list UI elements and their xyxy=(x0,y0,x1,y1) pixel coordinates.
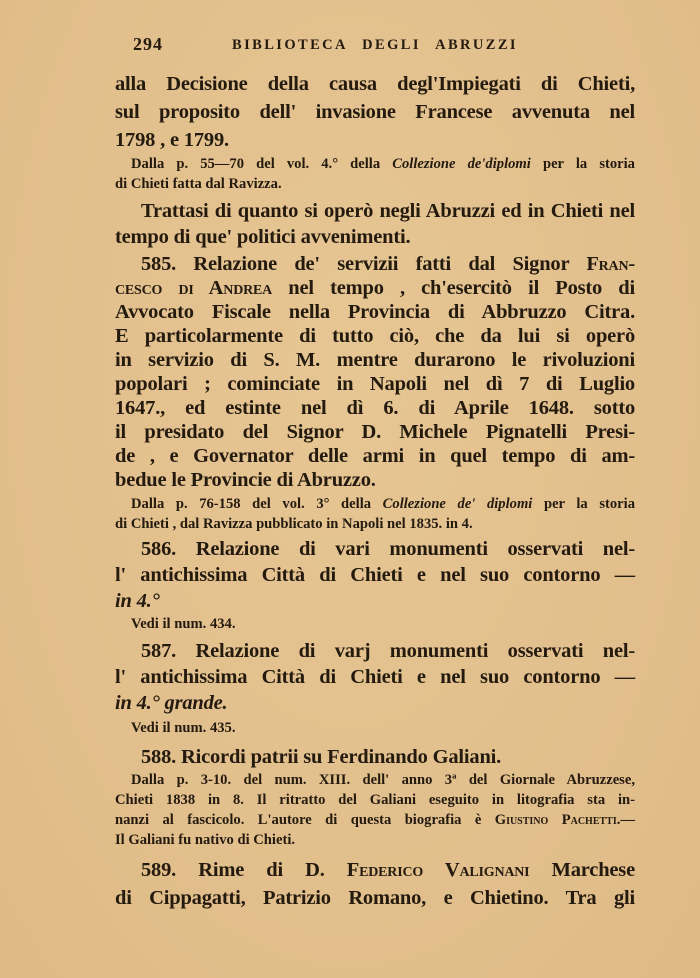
small-caps-name: Federico Valignani xyxy=(346,859,530,881)
text-line: l' antichissima Città di Chieti e nel suo contorno — xyxy=(115,564,635,586)
text-line: Vedi il num. 434. xyxy=(131,616,236,632)
block-vediA xyxy=(115,614,635,634)
small-caps-name: Giustino Pachetti xyxy=(494,812,617,828)
running-head xyxy=(115,34,635,58)
page-number: 294 xyxy=(133,34,163,54)
text-line xyxy=(115,588,635,614)
italic-text: in 4.° grande. xyxy=(115,692,228,714)
block-vediB xyxy=(115,718,635,738)
block-e585 xyxy=(115,252,635,492)
block-e589 xyxy=(115,856,635,912)
text-blocks xyxy=(115,70,635,912)
text-line: Avvocato Fiscale nella Provincia di Abbruzzo Citra. xyxy=(115,301,635,323)
text-line: Trattasi di quanto si operò negli Abruzzi ed in Chieti nel xyxy=(141,200,635,222)
text-line: 589. Rime di D. Federico Valignani Marchese xyxy=(141,859,635,881)
block-paraB xyxy=(115,198,635,250)
text-column xyxy=(115,34,635,912)
text-line: di Cippagatti, Patrizio Romano, e Chietino. Tra gli xyxy=(115,887,635,909)
block-noteA xyxy=(115,154,635,194)
text-line: di Chieti , dal Ravizza pubblicato in Napoli nel 1835. in 4. xyxy=(115,516,473,532)
italic-text: Collezione de' diplomi xyxy=(382,496,533,512)
block-e586 xyxy=(115,536,635,614)
block-e587 xyxy=(115,638,635,716)
small-caps-name: cesco di Andrea xyxy=(115,277,273,299)
text-line: di Chieti fatta dal Ravizza. xyxy=(115,176,282,192)
text-line: 1647., ed estinte nel dì 6. di Aprile 1648. sotto xyxy=(115,397,635,419)
text-line: 585. Relazione de' servizii fatti dal Signor Fran- xyxy=(141,253,635,275)
text-line: Vedi il num. 435. xyxy=(131,720,236,736)
block-noteC xyxy=(115,494,635,534)
italic-text: in 4.° xyxy=(115,590,160,612)
text-line: tempo di que' politici avvenimenti. xyxy=(115,226,411,248)
text-line: popolari ; cominciate in Napoli nel dì 7 di Luglio xyxy=(115,373,635,395)
text-line: cesco di Andrea nel tempo , ch'esercitò il Posto di xyxy=(115,277,636,299)
text-line: de , e Governator delle armi in quel tempo di am- xyxy=(115,445,635,467)
text-line: l' antichissima Città di Chieti e nel suo contorno — xyxy=(115,666,635,688)
text-line: 588. Ricordi patrii su Ferdinando Galiani. xyxy=(141,746,502,768)
text-line: Dalla p. 55—70 del vol. 4.° della Collezione de'diplomi per la storia xyxy=(131,156,635,172)
text-line: sul proposito dell' invasione Francese avvenuta nel xyxy=(115,101,635,123)
text-line: bedue le Provincie di Abruzzo. xyxy=(115,469,376,491)
text-line: Il Galiani fu nativo di Chieti. xyxy=(115,832,296,848)
small-caps-name: Fran- xyxy=(586,253,635,275)
italic-text: Collezione de'diplomi xyxy=(392,156,531,172)
text-line: nanzi al fascicolo. L'autore di questa biografia è Giustino Pachetti.— xyxy=(115,812,635,828)
block-noteD xyxy=(115,770,635,850)
text-line xyxy=(115,690,635,716)
text-line: Dalla p. 3-10. del num. XIII. dell' anno 3ª del Giornale Abruzzese, xyxy=(131,772,635,788)
block-intro xyxy=(115,70,635,154)
text-line: in servizio di S. M. mentre durarono le rivoluzioni xyxy=(115,349,635,371)
text-line: il presidato del Signor D. Michele Pignatelli Presi- xyxy=(115,421,635,443)
text-line: alla Decisione della causa degl'Impiegati di Chieti, xyxy=(115,73,635,95)
text-line: E particolarmente di tutto ciò, che da lui si operò xyxy=(115,325,635,347)
text-line: Dalla p. 76-158 del vol. 3° della Collezione de' diplomi per la storia xyxy=(131,496,635,512)
text-line: Chieti 1838 in 8. Il ritratto del Galiani eseguito in litografia sta in- xyxy=(115,792,635,808)
text-line: 587. Relazione di varj monumenti osservati nel- xyxy=(141,640,635,662)
block-e588 xyxy=(115,744,635,770)
text-line: 586. Relazione di vari monumenti osservati nel- xyxy=(141,538,635,560)
text-line: 1798 , e 1799. xyxy=(115,129,229,151)
running-title: BIBLIOTECA DEGLI ABRUZZI xyxy=(232,37,518,53)
